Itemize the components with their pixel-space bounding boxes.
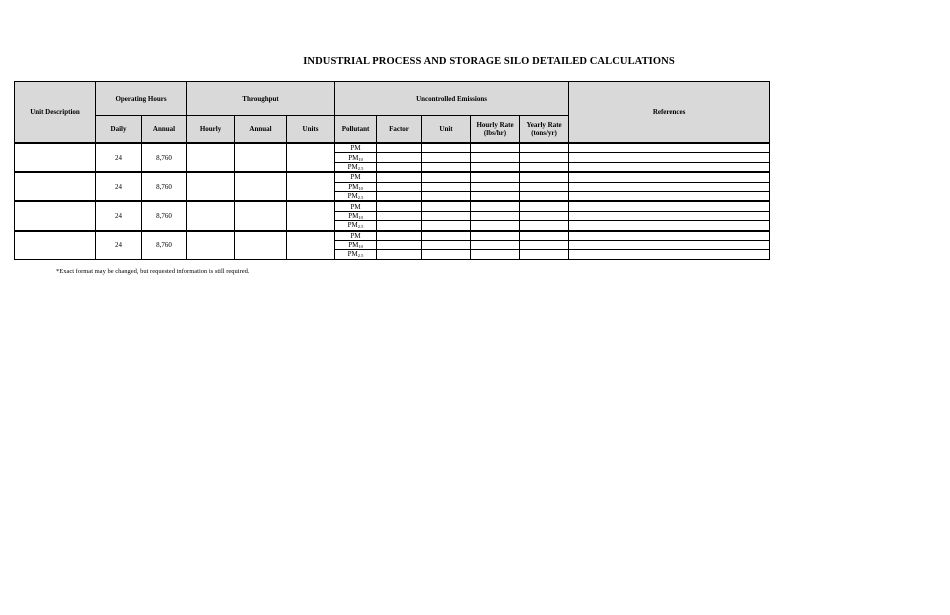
hourly-throughput-cell[interactable] xyxy=(187,143,235,172)
pollutant-cell xyxy=(335,191,377,201)
references-cell[interactable] xyxy=(569,250,770,259)
hourly-rate-cell[interactable] xyxy=(471,153,520,162)
units-cell[interactable] xyxy=(287,172,335,201)
yearly-rate-cell[interactable] xyxy=(520,211,569,220)
pollutant-name: PM xyxy=(347,192,358,201)
yearly-rate-cell[interactable] xyxy=(520,162,569,172)
pollutant-cell xyxy=(335,182,377,191)
references-cell[interactable] xyxy=(569,153,770,162)
unit-row-group xyxy=(15,172,770,201)
hourly-throughput-cell[interactable] xyxy=(187,201,235,230)
table-row xyxy=(15,201,770,211)
pollutant-cell xyxy=(335,231,377,241)
unit-description-cell[interactable] xyxy=(15,172,96,201)
pollutant-cell xyxy=(335,153,377,162)
hourly-rate-cell[interactable] xyxy=(471,221,520,231)
references-cell[interactable] xyxy=(569,201,770,211)
hourly-rate-cell[interactable] xyxy=(471,231,520,241)
unit-cell[interactable] xyxy=(422,211,471,220)
references-cell[interactable] xyxy=(569,182,770,191)
annual-throughput-cell[interactable] xyxy=(235,143,287,172)
factor-cell[interactable] xyxy=(377,201,422,211)
unit-row-group xyxy=(15,231,770,260)
footnote: *Exact format may be changed, but requested information is still required. xyxy=(56,268,250,275)
hourly-rate-cell[interactable] xyxy=(471,143,520,153)
factor-header: Factor xyxy=(377,116,422,144)
factor-cell[interactable] xyxy=(377,182,422,191)
hourly-rate-cell[interactable] xyxy=(471,162,520,172)
pollutant-cell xyxy=(335,221,377,231)
hourly-rate-cell[interactable] xyxy=(471,182,520,191)
table-row xyxy=(15,231,770,241)
unit-cell[interactable] xyxy=(422,221,471,231)
units-cell[interactable] xyxy=(287,201,335,230)
hourly-rate-cell[interactable] xyxy=(471,250,520,259)
annual-throughput-cell[interactable] xyxy=(235,172,287,201)
table-row xyxy=(15,172,770,182)
pollutant-name: PM xyxy=(348,182,359,191)
unit-cell[interactable] xyxy=(422,201,471,211)
references-cell[interactable] xyxy=(569,162,770,172)
yearly-rate-cell[interactable] xyxy=(520,201,569,211)
references-cell[interactable] xyxy=(569,240,770,249)
unit-cell[interactable] xyxy=(422,231,471,241)
yearly-rate-cell[interactable] xyxy=(520,143,569,153)
factor-cell[interactable] xyxy=(377,250,422,259)
references-cell[interactable] xyxy=(569,172,770,182)
annual-hours-cell: 8,760 xyxy=(142,143,187,172)
daily-hours-cell: 24 xyxy=(96,172,142,201)
pollutant-header: Pollutant xyxy=(335,116,377,144)
references-header: References xyxy=(569,82,770,144)
factor-cell[interactable] xyxy=(377,221,422,231)
uncontrolled-emissions-header: Uncontrolled Emissions xyxy=(335,82,569,116)
hourly-rate-cell[interactable] xyxy=(471,172,520,182)
yearly-rate-cell[interactable] xyxy=(520,191,569,201)
unit-row-group xyxy=(15,143,770,172)
emissions-calculation-table xyxy=(14,81,770,260)
factor-cell[interactable] xyxy=(377,153,422,162)
pollutant-cell xyxy=(335,172,377,182)
pollutant-name: PM xyxy=(348,241,359,250)
pollutant-name: PM xyxy=(347,162,358,171)
annual-hours-cell: 8,760 xyxy=(142,172,187,201)
factor-cell[interactable] xyxy=(377,191,422,201)
references-cell[interactable] xyxy=(569,221,770,231)
references-cell[interactable] xyxy=(569,191,770,201)
pollutant-cell xyxy=(335,250,377,259)
throughput-header: Throughput xyxy=(187,82,335,116)
yearly-rate-header: Yearly Rate (tons/yr) xyxy=(520,116,569,144)
yearly-rate-cell[interactable] xyxy=(520,221,569,231)
annual-hours-cell: 8,760 xyxy=(142,201,187,230)
unit-description-cell[interactable] xyxy=(15,231,96,260)
unit-description-cell[interactable] xyxy=(15,201,96,230)
yearly-rate-cell[interactable] xyxy=(520,250,569,259)
operating-hours-header: Operating Hours xyxy=(96,82,187,116)
pollutant-cell xyxy=(335,240,377,249)
references-cell[interactable] xyxy=(569,143,770,153)
hourly-rate-cell[interactable] xyxy=(471,240,520,249)
unit-cell[interactable] xyxy=(422,153,471,162)
unit-description-header: Unit Description xyxy=(15,82,96,144)
pollutant-subscript: 2.5 xyxy=(357,224,364,230)
daily-header: Daily xyxy=(96,116,142,144)
unit-cell[interactable] xyxy=(422,172,471,182)
unit-cell[interactable] xyxy=(422,143,471,153)
unit-cell[interactable] xyxy=(422,191,471,201)
hourly-rate-cell[interactable] xyxy=(471,201,520,211)
hourly-rate-cell[interactable] xyxy=(471,211,520,220)
factor-cell[interactable] xyxy=(377,240,422,249)
annual-throughput-header: Annual xyxy=(235,116,287,144)
factor-cell[interactable] xyxy=(377,162,422,172)
page-title: INDUSTRIAL PROCESS AND STORAGE SILO DETAILED CALCULATIONS xyxy=(303,56,675,67)
daily-hours-cell: 24 xyxy=(96,201,142,230)
units-cell[interactable] xyxy=(287,143,335,172)
hourly-rate-header: Hourly Rate (lbs/hr) xyxy=(471,116,520,144)
units-header: Units xyxy=(287,116,335,144)
pollutant-name: PM xyxy=(350,231,361,240)
yearly-rate-cell[interactable] xyxy=(520,182,569,191)
factor-cell[interactable] xyxy=(377,231,422,241)
unit-row-group xyxy=(15,201,770,230)
hourly-throughput-header: Hourly xyxy=(187,116,235,144)
pollutant-name: PM xyxy=(347,221,358,230)
unit-cell[interactable] xyxy=(422,182,471,191)
annual-throughput-cell[interactable] xyxy=(235,201,287,230)
daily-hours-cell: 24 xyxy=(96,143,142,172)
unit-cell[interactable] xyxy=(422,250,471,259)
unit-cell[interactable] xyxy=(422,240,471,249)
pollutant-cell xyxy=(335,211,377,220)
pollutant-name: PM xyxy=(350,202,361,211)
yearly-rate-cell[interactable] xyxy=(520,231,569,241)
pollutant-name: PM xyxy=(350,144,361,153)
pollutant-subscript: 10 xyxy=(358,244,363,250)
factor-cell[interactable] xyxy=(377,172,422,182)
annual-hours-header: Annual xyxy=(142,116,187,144)
pollutant-name: PM xyxy=(350,173,361,182)
pollutant-subscript: 2.5 xyxy=(357,195,364,201)
annual-hours-cell: 8,760 xyxy=(142,231,187,260)
yearly-rate-cell[interactable] xyxy=(520,153,569,162)
pollutant-subscript: 2.5 xyxy=(357,253,364,259)
pollutant-name: PM xyxy=(348,211,359,220)
yearly-rate-cell[interactable] xyxy=(520,172,569,182)
hourly-throughput-cell[interactable] xyxy=(187,231,235,260)
hourly-rate-cell[interactable] xyxy=(471,191,520,201)
unit-description-cell[interactable] xyxy=(15,143,96,172)
daily-hours-cell: 24 xyxy=(96,231,142,260)
factor-cell[interactable] xyxy=(377,143,422,153)
pollutant-name: PM xyxy=(347,250,358,259)
pollutant-subscript: 10 xyxy=(358,185,363,191)
factor-cell[interactable] xyxy=(377,211,422,220)
pollutant-cell xyxy=(335,143,377,153)
references-cell[interactable] xyxy=(569,211,770,220)
pollutant-name: PM xyxy=(348,153,359,162)
pollutant-cell xyxy=(335,162,377,172)
pollutant-subscript: 10 xyxy=(358,214,363,220)
yearly-rate-cell[interactable] xyxy=(520,240,569,249)
unit-header: Unit xyxy=(422,116,471,144)
pollutant-subscript: 10 xyxy=(358,156,363,162)
pollutant-subscript: 2.5 xyxy=(357,165,364,171)
references-cell[interactable] xyxy=(569,231,770,241)
pollutant-cell xyxy=(335,201,377,211)
units-cell[interactable] xyxy=(287,231,335,260)
annual-throughput-cell[interactable] xyxy=(235,231,287,260)
unit-cell[interactable] xyxy=(422,162,471,172)
table-row xyxy=(15,143,770,153)
hourly-throughput-cell[interactable] xyxy=(187,172,235,201)
